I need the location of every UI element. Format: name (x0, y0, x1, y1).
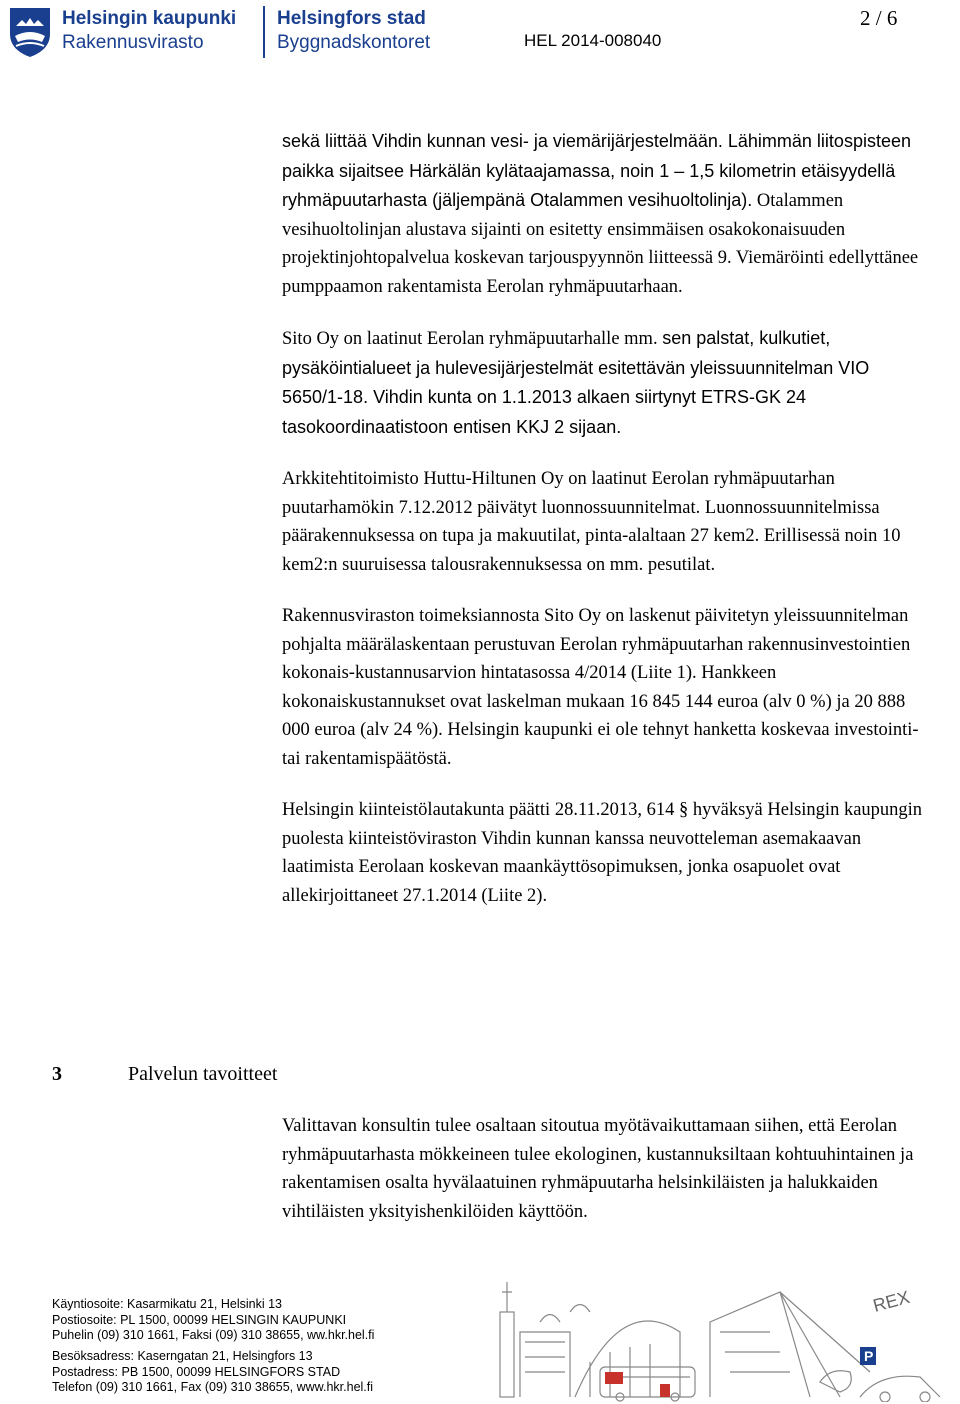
document-number: HEL 2014-008040 (524, 31, 662, 50)
org-fi-city: Helsingin kaupunki (62, 8, 237, 29)
helsinki-crest-icon (8, 6, 52, 58)
p2a-text: Sito Oy on laatinut Eerolan ryhmäpuutarhalle mm. (282, 329, 658, 349)
header-divider (263, 6, 265, 58)
footer-sv-phone: Telefon (09) 310 1661, Fax (09) 310 38655, www.hkr.hel.fi (52, 1380, 374, 1394)
org-sv-city: Helsingfors stad (277, 8, 426, 29)
p1c-text: Viemäröinti edellyttänee pumppaamon rakentamista Eerolan ryhmäpuutarhaan. (282, 248, 919, 297)
p3b-text: Luonnossuunnitelmissa päärakennuksessa on tupa ja makuutilat, pinta-alaltaan 27 kem2. Erillisessä noin 10 kem2:n suuruisessa talousrakennuksessa on mm. pesutilat. (282, 497, 901, 575)
letterhead (0, 0, 960, 70)
section-title: Palvelun tavoitteet (128, 1063, 278, 1085)
footer-fi-visit: Käyntiosoite: Kasarmikatu 21, Helsinki 13 (52, 1297, 282, 1311)
rex-sign: REX (870, 1286, 912, 1316)
paragraph-water-connection (282, 127, 932, 301)
org-name-finnish (62, 7, 236, 55)
org-fi-department: Rakennusvirasto (62, 32, 204, 53)
paragraph-land-use-agreement: Helsingin kiinteistölautakunta päätti 28.11.2013, 614 § hyväksyä Helsingin kaupungin puolesta kiinteistöviraston Vihdin kunnan kanssa neuvotteleman asemakaavan laatimista Eerolaan koskevan maankäyttösopimuksen, jonka osapuolet ovat allekirjoittaneet 27.1.2014 (Liite 2). (282, 800, 923, 906)
parking-sign: P (864, 1348, 874, 1364)
org-sv-department: Byggnadskontoret (277, 32, 431, 53)
p1b-text: Otalammen vesihuoltolinjan alustava sijainti on esitetty ensimmäisen osakokonaisuuden projektinjohtopalvelua koskevan tarjouspyynnön liitteessä 9. (282, 191, 846, 268)
org-name-swedish (277, 7, 430, 55)
city-illustration-icon (480, 1272, 950, 1402)
section-number: 3 (52, 1063, 62, 1085)
paragraph-cottage-plan (282, 465, 932, 579)
footer-fi-phone: Puhelin (09) 310 1661, Faksi (09) 310 38655, ww.hkr.hel.fi (52, 1328, 375, 1342)
footer-sv-visit: Besöksadress: Kaserngatan 21, Helsingfors 13 (52, 1349, 313, 1363)
section-text (282, 1112, 932, 1226)
p3a-text: Arkkitehtitoimisto Huttu-Hiltunen Oy on laatinut Eerolan ryhmäpuutarhan puutarhamökin 7.12.2012 päivätyt luonnossuunnitelmat. (282, 469, 835, 518)
page-number: 2 / 6 (860, 6, 898, 30)
paragraph-general-plan (282, 324, 932, 442)
footer-fi-post: Postiosoite: PL 1500, 00099 HELSINGIN KAUPUNKI (52, 1312, 347, 1327)
footer-address-swedish (52, 1349, 373, 1396)
p1-text: sekä liittää Vihdin kunnan vesi- ja viemärijärjestelmään. Lähimmän liitospisteen paikka sijaitsee Härkälän kylätaajamassa, noin 1 – 1,5 kilometrin etäisyydellä ryhmäpuutarhasta (jäljempänä Otalammen vesihuoltolinja). (282, 131, 911, 210)
red-bus-detail (605, 1372, 623, 1384)
footer-sv-post: Postadress: PB 1500, 00099 HELSINGFORS STAD (52, 1364, 341, 1379)
section-heading (52, 1063, 277, 1086)
p2b-text: sen palstat, kulkutiet, pysäköintialueet ja hulevesijärjestelmät esitettävän yleissuunnitelman VIO 5650/1-18. Vihdin kunta on 1.1.2013 alkaen siirtynyt ETRS-GK 24 tasokoordinaatistoon entisen KKJ 2 sijaan. (282, 328, 870, 437)
paragraph-cost-estimate: Rakennusviraston toimeksiannosta Sito Oy on laskenut päivitetyn yleissuunnitelman pohjalta määrälaskentaan perustuvan Eerolan ryhmäpuutarhan rakennusinvestointien kokonais-kustannusarvion hintatasossa 4/2014 (Liite 1). Hankkeen kokonaiskustannukset ovat laskelman mukaan 16 845 144 euroa (alv 0 %) ja 20 888 000 euroa (alv 24 %). Helsingin kaupunki ei ole tehnyt hanketta koskevaa investointi- tai rakentamispäätöstä. (282, 606, 919, 769)
main-text (282, 127, 932, 910)
footer-address-finnish (52, 1297, 374, 1344)
paragraph-service-goals: Valittavan konsultin tulee osaltaan sitoutua myötävaikuttamaan siihen, että Eerolan ryhmäpuutarhasta mökkeineen tulee ekologinen, kustannuksiltaan kohtuuhintainen ja rakentamisen osalta hyvälaatuinen ryhmäpuutarha helsinkiläisten ja halukkaiden vihtiläisten yksityishenkilöiden käyttöön. (282, 1116, 914, 1222)
